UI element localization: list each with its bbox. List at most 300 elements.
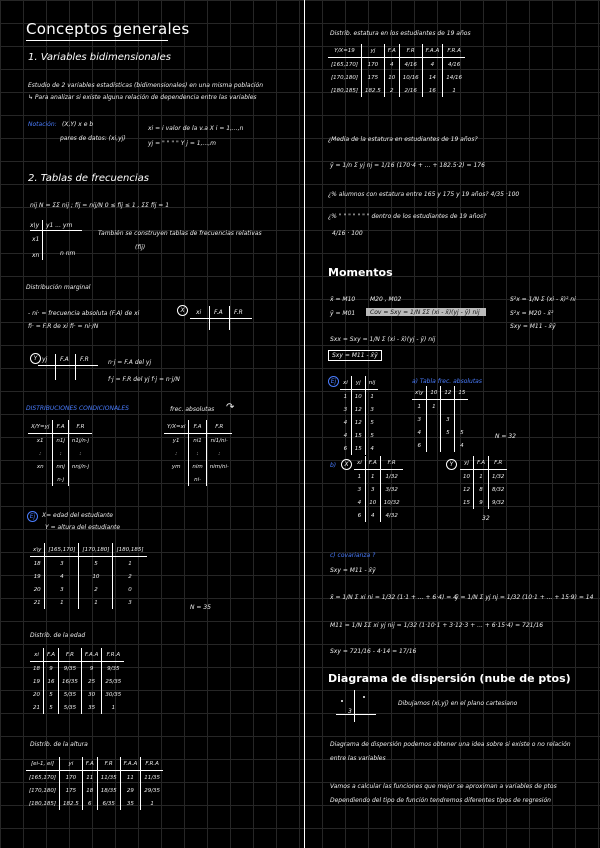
b-circle-x: X <box>341 459 352 470</box>
abs-freq-n: N = 32 <box>495 433 516 440</box>
table-cell: 4 <box>365 442 378 455</box>
table-cell: 10/16 <box>399 71 422 84</box>
table-cell: 10 <box>79 570 113 583</box>
column-header: F.A <box>365 456 380 470</box>
table-cell: 1 <box>474 470 489 484</box>
table-cell <box>28 473 53 486</box>
table-cell: 15 <box>463 499 470 506</box>
table-cell: : <box>189 447 206 460</box>
table-cell: 10 <box>351 390 365 404</box>
table-cell: 4 <box>45 570 79 583</box>
table-row <box>164 434 232 448</box>
table-row <box>354 509 403 522</box>
table-cell <box>441 439 455 452</box>
frec-abs-label: frec. absolutas <box>170 406 215 413</box>
table-cell: 10 <box>365 496 380 509</box>
table-cell: 18 <box>82 784 97 797</box>
y-table-header-fr: F.R <box>80 356 89 363</box>
table-cell: 5 <box>44 688 59 701</box>
yj-definition: yj = " " " " Y j = 1,...,m <box>148 140 217 147</box>
cov-sxy: Sxy = M11 - x̄ȳ <box>330 567 376 574</box>
table-cell: 4/32 <box>380 509 402 522</box>
table-row <box>26 784 163 797</box>
table-cell: 4 <box>422 58 443 72</box>
table-cell: xn <box>36 463 44 470</box>
table-cell: 21 <box>33 599 41 606</box>
table-cell: 2 <box>79 583 113 596</box>
table-cell: 12 <box>351 403 365 416</box>
mini-table-xn: xn <box>32 252 40 259</box>
table-cell: 35 <box>81 701 102 714</box>
fij-label: (fij) <box>135 244 146 251</box>
column-header: F.A <box>82 757 97 771</box>
table-row <box>328 84 465 97</box>
moment-m20: M20 , M02 <box>370 296 402 303</box>
table-cell: 6 <box>357 512 362 519</box>
table-cell: 3 <box>365 483 380 496</box>
edad-title: Distrib. de la edad <box>30 632 86 639</box>
column-header: F.A <box>474 456 489 470</box>
table-cell: 3 <box>357 486 362 493</box>
column-header: x\y <box>30 543 45 557</box>
table-header-row <box>30 648 124 662</box>
table-cell: [180,185] <box>331 87 359 94</box>
diagram-para-3: Vamos a calcular las funciones que mejor se aproximan a variables de ptos <box>330 783 557 790</box>
table-cell: 8/32 <box>488 483 507 496</box>
right-dist-table <box>328 44 465 97</box>
cov-m11: M11 = 1/N ΣΣ xi yj nij = 1/32 (1·10·1 + 3·12·3 + ... + 6·15·4) = 721/16 <box>330 622 544 629</box>
table-cell: 18 <box>33 665 40 672</box>
column-header: xi <box>30 648 44 662</box>
y-line-2: f·j = F.R del yj f·j = n·j/N <box>108 376 180 383</box>
question-alumnos-3: 4/16 · 100 <box>332 230 363 237</box>
curved-arrow-icon: ↷ <box>226 402 235 413</box>
table-cell <box>206 473 232 486</box>
edad-table <box>30 648 124 714</box>
column-header: [170,180] <box>79 543 113 557</box>
table-cell: ni· <box>189 473 206 486</box>
column-header: X/Y=yj <box>28 420 53 434</box>
b-y-table <box>460 456 507 509</box>
table-cell: 16/35 <box>58 675 81 688</box>
column-header: F.R.A <box>102 648 124 662</box>
table-cell: 5 <box>44 701 59 714</box>
x-table-header-fr: F.R <box>234 309 243 316</box>
table-cell: 1 <box>113 557 147 571</box>
table-cell: 19 <box>33 573 41 580</box>
table-cell <box>427 413 441 426</box>
table-cell: 6/35 <box>97 797 120 810</box>
y-table-header-fa: F.A <box>60 356 69 363</box>
table-cell: 0 <box>113 583 147 596</box>
axis-x <box>336 714 376 715</box>
covarianza-label: c) covarianza ? <box>330 552 376 559</box>
table-cell: 19 <box>33 678 40 685</box>
table-cell: 4 <box>384 58 399 72</box>
table-cell: 9/35 <box>58 662 81 676</box>
table-cell: 35 <box>120 797 141 810</box>
table-cell: 6 <box>417 442 421 449</box>
table-row <box>164 460 232 473</box>
table-cell: 3 <box>343 406 348 413</box>
moment-xbar: x̄ = M10 <box>330 296 356 303</box>
table-cell: 5 <box>365 416 378 429</box>
circle-y-label: Y <box>30 353 41 364</box>
table-row <box>30 570 147 583</box>
moment-ybar: ȳ = M01 <box>330 310 356 317</box>
table-cell: 1 <box>443 84 465 97</box>
column-header: xi <box>354 456 365 470</box>
column-header: F.R.A <box>443 44 465 58</box>
abs-freq-table <box>412 386 468 452</box>
table-cell: n·j <box>53 473 69 486</box>
table-cell: 20 <box>33 586 41 593</box>
table-cell: 5 <box>441 426 455 439</box>
table-cell: 3 <box>113 596 147 609</box>
altura-title: Distrib. de la altura <box>30 741 88 748</box>
table-cell: 170 <box>362 58 385 72</box>
example-line-2: Y = altura del estudiante <box>45 524 121 531</box>
table-cell: 9/32 <box>488 496 507 509</box>
moment-s2x-2: S²x = M20 - x̄² <box>510 310 554 317</box>
table-cell: 10 <box>463 473 470 480</box>
column-header: F.R.A <box>141 757 163 771</box>
table-header-row <box>328 44 465 58</box>
table-row <box>30 596 147 609</box>
table-row <box>30 688 124 701</box>
table-cell: 182.5 <box>60 797 83 810</box>
marginal-line-1: - ni· = frecuencia absoluta (F.A) de xi <box>28 310 140 317</box>
table-cell: 30 <box>81 688 102 701</box>
example-line-1: X= edad del estudiante <box>42 512 113 519</box>
column-header: xi <box>340 376 351 390</box>
column-header: F.A <box>189 420 206 434</box>
column-header: F.R <box>68 420 92 434</box>
conditional-table-y <box>164 420 232 486</box>
table-row <box>460 470 507 484</box>
table-cell: 15 <box>351 442 365 455</box>
question-alumnos: ¿% alumnos con estatura entre 165 y 175 y 19 años? 4/35 ·100 <box>328 191 520 198</box>
column-header: F.R <box>58 648 81 662</box>
table-cell: 9 <box>44 662 59 676</box>
table-row <box>30 675 124 688</box>
table-row <box>412 426 468 439</box>
table-row <box>26 771 163 785</box>
notacion-text: (X,Y) x e b <box>62 121 94 128</box>
table-cell: 20 <box>33 691 40 698</box>
momentos-heading: Momentos <box>328 266 393 279</box>
moment-s2x: S²x = 1/N Σ (xi - x̄)² ni <box>510 296 576 303</box>
media-formula: ȳ = 1/n Σ yj nj = 1/16 (170·4 + ... + 182.5·2) = 176 <box>330 162 485 169</box>
column-header: yj <box>362 44 385 58</box>
cov-xbar: x̄ = 1/N Σ xi ni = 1/32 (1·1 + ... + 6·4) = 4 <box>330 594 457 601</box>
diagram-para-4: Dependiendo del tipo de función tendremos diferentes tipos de regresión <box>330 797 551 804</box>
mini-table-hline <box>30 230 82 231</box>
sec1-line-2: ↳ Para analizar si existe alguna relación de dependencia entre las variables <box>28 94 257 101</box>
table-cell: 2 <box>113 570 147 583</box>
table-row <box>412 400 468 414</box>
table-cell: 6 <box>343 445 348 452</box>
table-cell: 3 <box>417 416 421 423</box>
table-cell: ym <box>171 463 181 470</box>
table-cell: 5 <box>79 557 113 571</box>
cov-ybar: ȳ = 1/N Σ yj nj = 1/32 (10·1 + ... + 15·9) = 14 <box>455 594 594 601</box>
table-cell: 25 <box>81 675 102 688</box>
column-header: [165,170] <box>45 543 79 557</box>
table-cell <box>427 439 441 452</box>
table-header-row <box>460 456 507 470</box>
table-cell: 16 <box>44 675 59 688</box>
table-cell: 11/35 <box>141 771 163 785</box>
table-cell: 18/35 <box>97 784 120 797</box>
table-row <box>164 473 232 486</box>
table-row <box>28 460 92 473</box>
table-cell: 5/35 <box>58 688 81 701</box>
table-row <box>340 416 378 429</box>
column-header: F.A <box>53 420 69 434</box>
y-table-hline <box>38 365 98 366</box>
table-row <box>26 797 163 810</box>
table-cell: 4 <box>417 429 421 436</box>
notacion-label: Notación: <box>28 121 57 128</box>
table-cell: 1 <box>45 596 79 609</box>
table-cell: 175 <box>60 784 83 797</box>
column-header: x\y <box>412 386 427 400</box>
diagram-para-1: Diagrama de dispersión podemos obtener una idea sobre si existe o no relación <box>330 741 571 748</box>
moment-boxed-result: Sxy = M11 - x̄ȳ <box>328 350 382 361</box>
table-cell: : <box>53 447 69 460</box>
table-cell: 16 <box>422 84 443 97</box>
table-cell <box>455 400 469 414</box>
table-cell: 3 <box>45 557 79 571</box>
table-row <box>28 434 92 448</box>
table-cell: 1 <box>365 390 378 404</box>
table-row <box>412 413 468 426</box>
diagram-para-2: entre las variables <box>330 755 386 762</box>
column-header: nij <box>365 376 378 390</box>
table-cell: : <box>175 450 178 457</box>
table-cell: nnj <box>53 460 69 473</box>
column-header: F.R <box>380 456 402 470</box>
table-cell: 29/35 <box>141 784 163 797</box>
table-cell: 14 <box>422 71 443 84</box>
table-header-row <box>30 543 147 557</box>
column-header: 10 <box>427 386 441 400</box>
table-cell: x1 <box>36 437 44 444</box>
table-row <box>354 470 403 484</box>
table-row <box>354 483 403 496</box>
column-header: F.R <box>97 757 120 771</box>
column-header: F.A.A <box>81 648 102 662</box>
table-cell: ni1/ni· <box>206 434 232 448</box>
example-table <box>30 543 147 609</box>
x-table-header-xi: xi <box>196 309 202 316</box>
scatter-point <box>341 700 343 702</box>
table-row <box>460 483 507 496</box>
sec1-line-1: Estudio de 2 variables estadísticas (bidimensionales) en una misma población <box>28 82 264 89</box>
table-row <box>30 583 147 596</box>
table-cell: [165,170] <box>29 774 57 781</box>
mini-table-nnm: n nm <box>60 250 76 257</box>
column-header: F.A <box>44 648 59 662</box>
table-cell: : <box>39 450 42 457</box>
table-cell: 4 <box>343 432 348 439</box>
b-label: b) <box>330 462 337 469</box>
table-cell: [165,170] <box>331 61 359 68</box>
title-underline <box>26 40 168 41</box>
mini-table-vline <box>42 220 43 260</box>
page-divider <box>304 0 305 848</box>
table-cell: nnj/n·j <box>68 460 92 473</box>
nij-formula: nij N = ΣΣ nij ; fij = nij/N 0 ≤ fij ≤ 1 , ΣΣ fij = 1 <box>30 202 170 209</box>
table-cell: 10/32 <box>380 496 402 509</box>
diagram-heading: Diagrama de dispersión (nube de ptos) <box>328 672 571 685</box>
column-header: [180,185] <box>113 543 147 557</box>
table-cell: 8 <box>474 483 489 496</box>
diagram-text: Dibujamos (xi,yj) en el plano cartesiano <box>398 700 518 707</box>
table-cell: 4/16 <box>399 58 422 72</box>
x-table-vline-1 <box>209 306 210 330</box>
table-cell: 6 <box>82 797 97 810</box>
table-cell: 12 <box>351 416 365 429</box>
table-cell: 18 <box>33 560 41 567</box>
table-header-row <box>28 420 92 434</box>
table-cell <box>441 400 455 414</box>
y-table-vline-2 <box>75 354 76 380</box>
table-cell: 1 <box>427 400 441 414</box>
table-header-row <box>26 757 163 771</box>
column-header: F.A.A <box>422 44 443 58</box>
table-row <box>412 439 468 452</box>
b-circle-y: Y <box>446 459 457 470</box>
table-row <box>30 701 124 714</box>
b-x-table <box>354 456 403 522</box>
table-cell <box>455 413 469 426</box>
column-header: Y/X=xi <box>164 420 189 434</box>
table-cell: : <box>68 447 92 460</box>
mini-table-corner: x\y <box>30 222 40 229</box>
table-row <box>28 447 92 460</box>
table-cell: [180,185] <box>29 800 57 807</box>
section-1-heading: 1. Variables bidimensionales <box>28 52 171 63</box>
table-cell: 3 <box>365 403 378 416</box>
table-row <box>30 557 147 571</box>
table-cell: 4 <box>357 499 362 506</box>
x-table-vline-2 <box>229 306 230 330</box>
column-header: 12 <box>441 386 455 400</box>
table-cell: 11 <box>120 771 141 785</box>
marginal-title: Distribución marginal <box>26 284 91 291</box>
table-cell: n1j <box>53 434 69 448</box>
table-cell: 4 <box>343 419 348 426</box>
table-cell: 1 <box>357 473 362 480</box>
table-cell: 170 <box>60 771 83 785</box>
table-header-row <box>164 420 232 434</box>
table-cell: 9 <box>81 662 102 676</box>
mini-table-x1: x1 <box>32 236 40 243</box>
column-header: [ei-1, ei] <box>26 757 60 771</box>
tambien-text: También se construyen tablas de frecuencias relativas <box>98 230 262 237</box>
table-cell: [170,180] <box>29 787 57 794</box>
table-row <box>460 496 507 509</box>
scatter-point <box>363 696 365 698</box>
y-table-header-yj: yj <box>42 356 48 363</box>
altura-table <box>26 757 163 810</box>
b-y-total: 32 <box>482 515 490 522</box>
table-cell: 5/35 <box>58 701 81 714</box>
column-header: yi <box>60 757 83 771</box>
y-line-1: n·j = F.A del yj <box>108 359 152 366</box>
table-cell: 11 <box>82 771 97 785</box>
column-header: F.R <box>399 44 422 58</box>
xi-definition: xi = i valor de la v.a X i = 1,...,n <box>148 125 244 132</box>
table-cell: 4/16 <box>443 58 465 72</box>
moment-cov-formula: Cov = Sxy = 1/N ΣΣ (xi - x̄)(yj - ȳ) nij <box>370 309 480 316</box>
y-table-vline-1 <box>55 354 56 380</box>
table-cell: 10 <box>384 71 399 84</box>
table-cell: 12 <box>463 486 470 493</box>
table-cell: y1 <box>172 437 180 444</box>
table-cell: 1 <box>417 403 421 410</box>
table-cell: 182.5 <box>362 84 385 97</box>
example-2-table <box>340 376 378 455</box>
table-cell: [170,180] <box>331 74 359 81</box>
table-cell: 1/32 <box>380 470 402 484</box>
table-row <box>354 496 403 509</box>
column-header: yj <box>351 376 365 390</box>
table-cell: nim/ni· <box>206 460 232 473</box>
table-row <box>328 58 465 72</box>
table-cell: 15 <box>351 429 365 442</box>
section-2-heading: 2. Tablas de frecuencias <box>28 173 149 184</box>
table-cell: 9 <box>474 496 489 509</box>
column-header: F.R <box>488 456 507 470</box>
moment-sxx: Sxx = Sxy = 1/N Σ (xi - x̄)(yj - ȳ) nij <box>330 336 436 343</box>
question-alumnos-2: ¿% " " " " " " " dentro de los estudiantes de 19 años? <box>328 213 487 220</box>
table-cell <box>427 426 441 439</box>
question-media: ¿Media de la estatura en estudiantes de 19 años? <box>328 136 478 143</box>
table-row <box>164 447 232 460</box>
table-cell: 25/35 <box>102 675 124 688</box>
table-cell: 4 <box>455 439 469 452</box>
table-cell: 11/35 <box>97 771 120 785</box>
table-header-row <box>412 386 468 400</box>
column-header: Y/X=19 <box>328 44 362 58</box>
table-cell: 1 <box>343 393 348 400</box>
x-table-hline <box>190 318 252 319</box>
table-cell <box>68 473 92 486</box>
table-cell: 1 <box>365 470 380 484</box>
example-n: N = 35 <box>190 604 211 611</box>
example-circle: Ej <box>27 511 38 522</box>
table-row <box>340 390 378 404</box>
table-cell: 29 <box>120 784 141 797</box>
x-table-header-fa: F.A <box>214 309 223 316</box>
table-cell: 3 <box>45 583 79 596</box>
table-cell: 1 <box>102 701 124 714</box>
page-title: Conceptos generales <box>26 20 190 38</box>
table-cell: 1 <box>79 596 113 609</box>
column-header: F.A.A <box>120 757 141 771</box>
table-row <box>328 71 465 84</box>
table-cell: 2/16 <box>399 84 422 97</box>
table-cell: 14/16 <box>443 71 465 84</box>
table-cell: 9/35 <box>102 662 124 676</box>
table-cell: 3 <box>441 413 455 426</box>
table-cell: nim <box>189 460 206 473</box>
axis-y <box>354 690 355 722</box>
table-cell: ni1 <box>189 434 206 448</box>
